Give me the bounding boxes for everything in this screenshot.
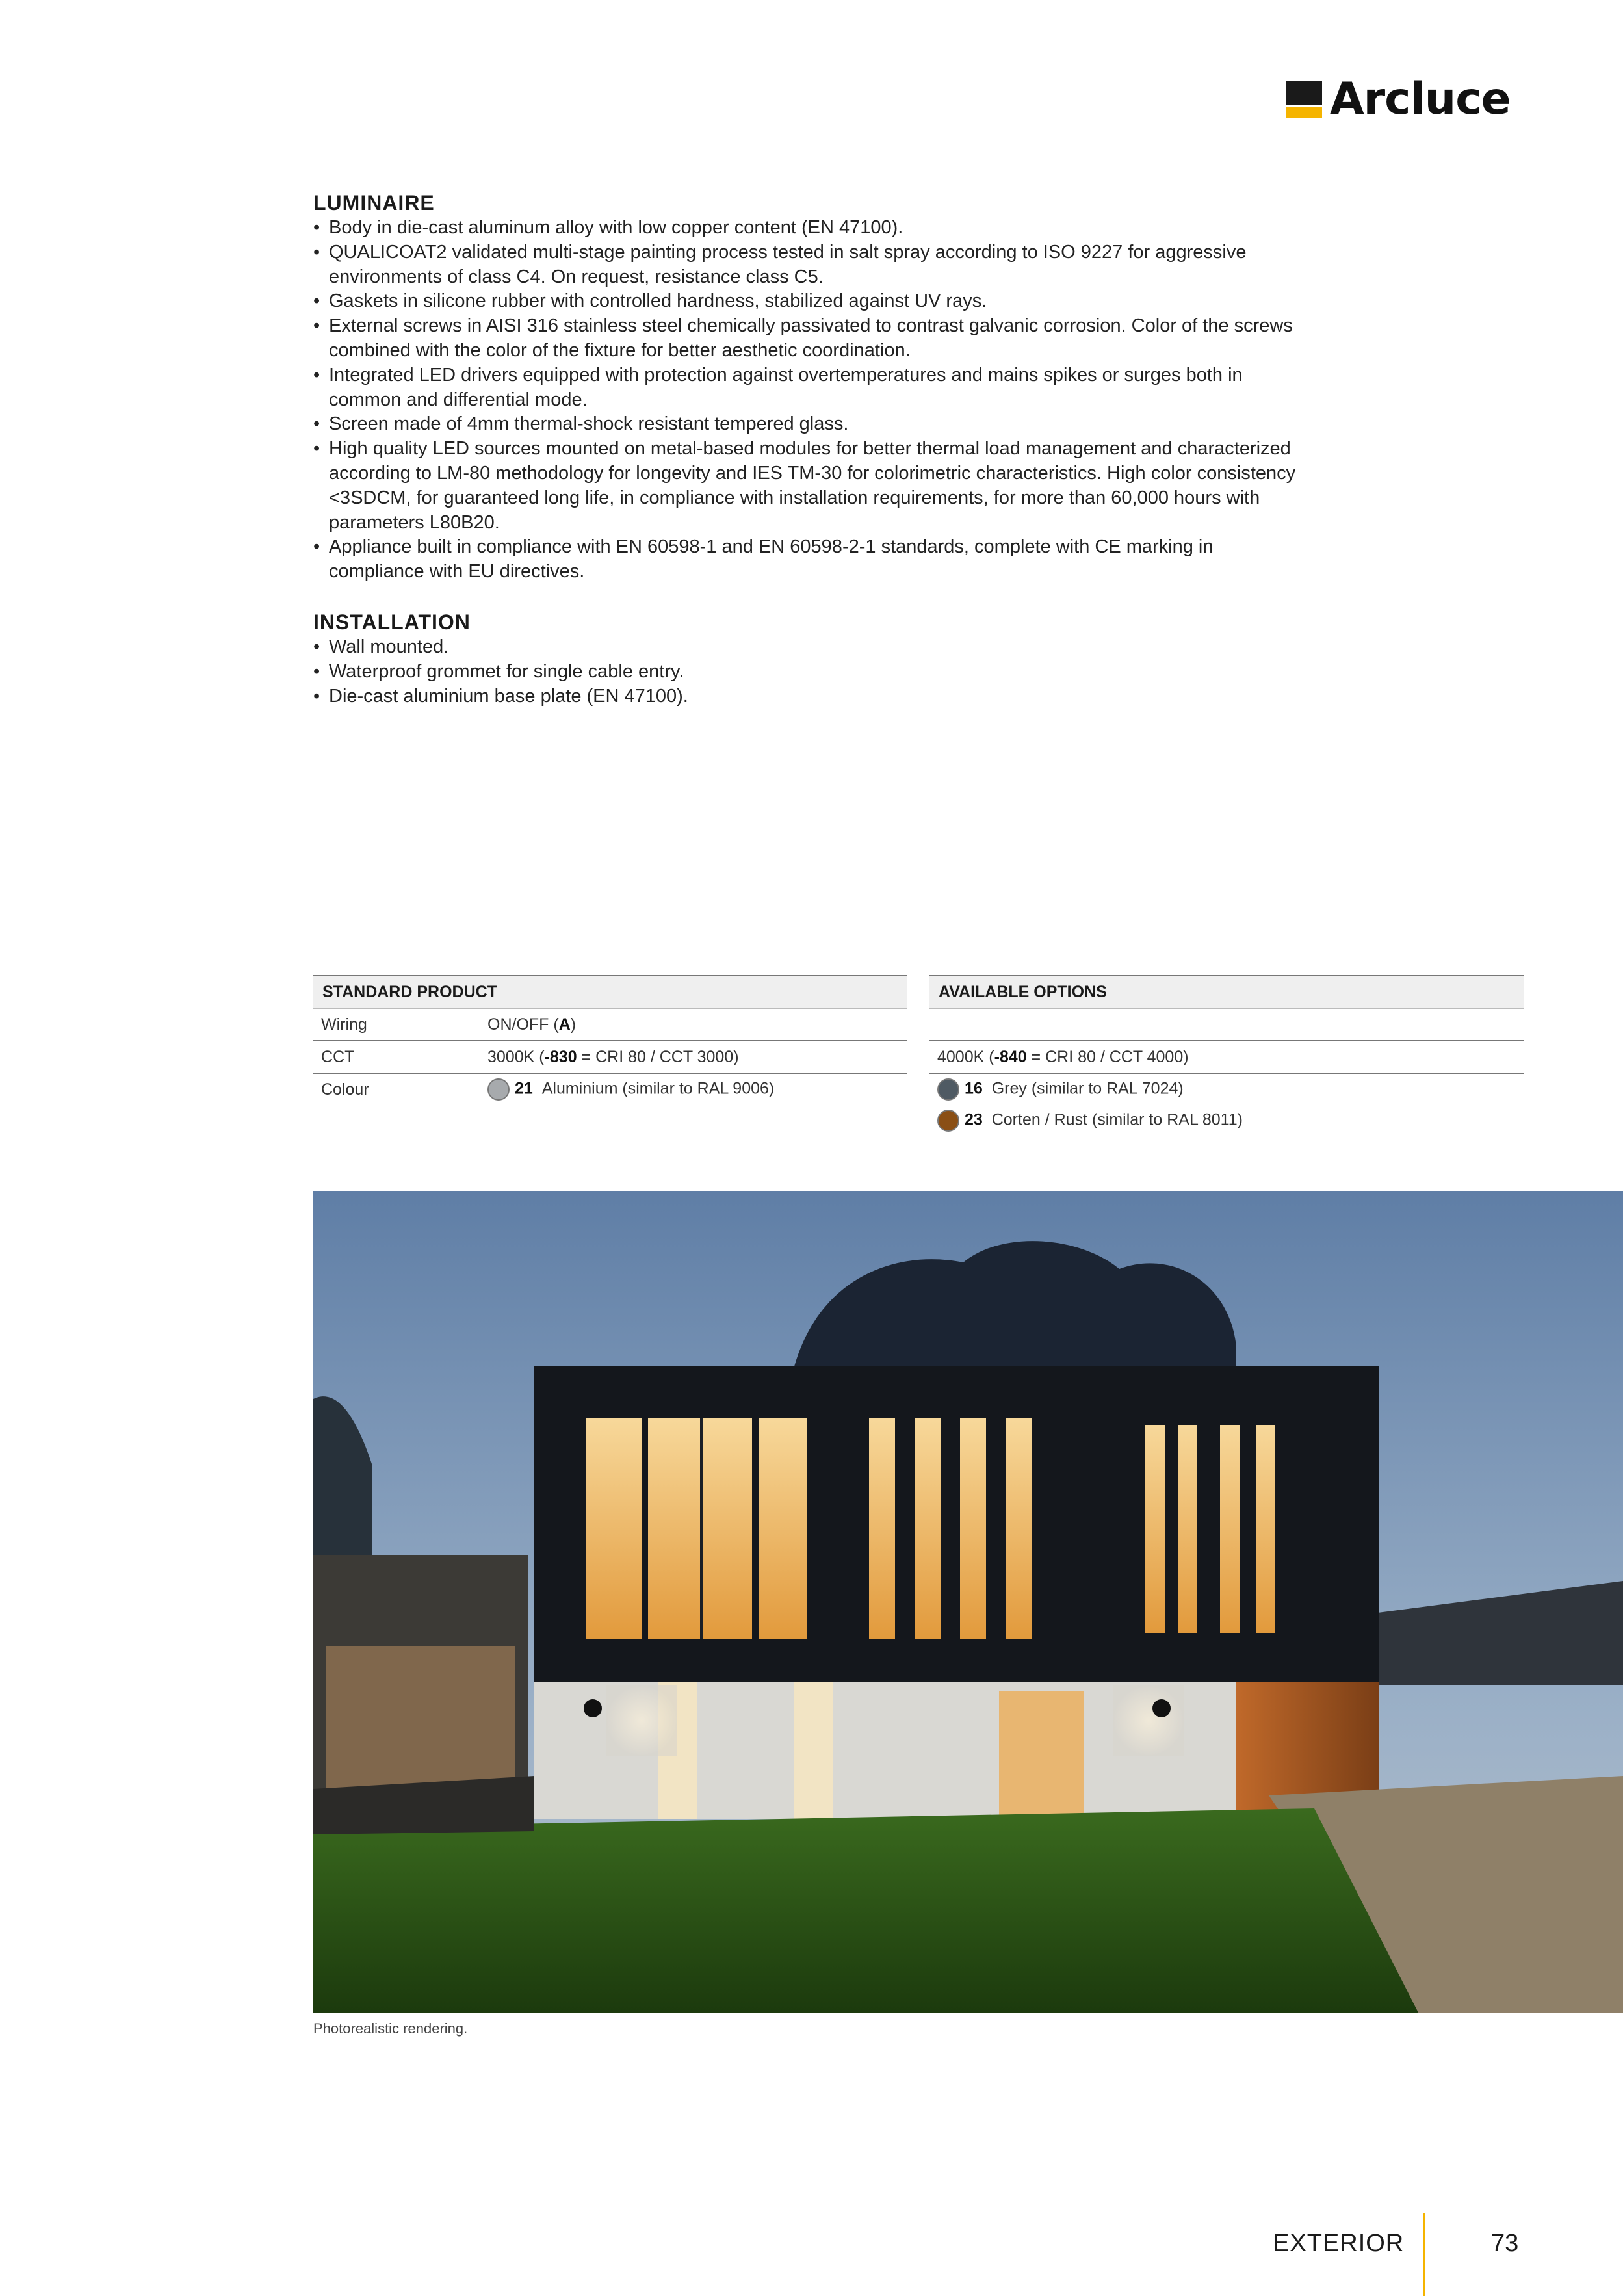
cct-value: 3000K (-830 = CRI 80 / CCT 3000): [487, 1047, 739, 1066]
colour-code: 16: [965, 1079, 983, 1098]
wiring-code: A: [558, 1015, 571, 1034]
table-row: [929, 1009, 1524, 1041]
list-item: • Screen made of 4mm thermal-shock resistant tempered glass.: [313, 412, 1301, 437]
table-row: [313, 1074, 907, 1105]
logo-icon: [1286, 81, 1322, 118]
colour-value: [487, 1078, 774, 1101]
house-photo: [313, 1191, 1623, 2013]
cct-option-code: -840: [994, 1047, 1027, 1066]
product-description: [313, 190, 1301, 709]
table-row: [313, 1009, 907, 1041]
cct-option-value: 4000K (-840 = CRI 80 / CCT 4000): [937, 1047, 1189, 1066]
colour-code: 21: [515, 1079, 533, 1098]
list-item: • External screws in AISI 316 stainless steel chemically passivated to contrast galvanic corrosion. Color of the screws combined with the color of the fixture for better aesthetic coordination.: [313, 314, 1301, 363]
list-item: • Integrated LED drivers equipped with protection against overtemperatures and mains spikes or surges both in common and differential mode.: [313, 363, 1301, 413]
luminaire-list: [313, 216, 1301, 584]
installation-list: [313, 635, 1301, 709]
available-options-table: [929, 975, 1524, 1136]
table-row: [929, 1105, 1524, 1136]
cct-label: CCT: [321, 1047, 355, 1066]
colour-name: Aluminium (similar to RAL 9006): [541, 1079, 775, 1098]
list-item: • Appliance built in compliance with EN 60598-1 and EN 60598-2-1 standards, complete with CE marking in compliance with EU directives.: [313, 535, 1301, 584]
logo-text: Arcluce: [1330, 73, 1511, 125]
colour-swatch: [937, 1078, 959, 1101]
list-item: • Wall mounted.: [313, 635, 1301, 660]
footer-divider: [1423, 2213, 1425, 2296]
colour-name: Corten / Rust (similar to RAL 8011): [991, 1110, 1243, 1129]
list-item: • Die-cast aluminium base plate (EN 47100).: [313, 685, 1301, 709]
colour-code: 23: [965, 1110, 983, 1129]
colour-swatch: [937, 1110, 959, 1132]
installation-title: INSTALLATION: [313, 610, 471, 634]
footer-section: EXTERIOR: [1273, 2230, 1405, 2257]
brand-logo: [1286, 73, 1511, 125]
photo-caption: Photorealistic rendering.: [313, 2020, 468, 2037]
list-item: • QUALICOAT2 validated multi-stage painting process tested in salt spray according to ISO 9227 for aggressive environments of class C4. On request, resistance class C5.: [313, 241, 1301, 290]
standard-product-header: STANDARD PRODUCT: [313, 975, 907, 1009]
colour-option-16: [929, 1078, 1184, 1101]
table-row: [313, 1041, 907, 1074]
list-item: • Body in die-cast aluminum alloy with low copper content (EN 47100).: [313, 216, 1301, 241]
list-item: • Gaskets in silicone rubber with controlled hardness, stabilized against UV rays.: [313, 289, 1301, 314]
wiring-label: Wiring: [321, 1015, 367, 1034]
page-number: 73: [1491, 2230, 1519, 2257]
available-options-header: AVAILABLE OPTIONS: [929, 975, 1524, 1009]
colour-name: Grey (similar to RAL 7024): [991, 1079, 1184, 1098]
standard-product-table: [313, 975, 907, 1105]
colour-swatch: [487, 1078, 510, 1101]
colour-option-23: [929, 1110, 1243, 1132]
cct-code: -830: [544, 1047, 577, 1066]
wiring-value: ON/OFF (A): [487, 1015, 577, 1034]
colour-label: Colour: [321, 1080, 369, 1099]
table-row: [929, 1041, 1524, 1074]
list-item: • Waterproof grommet for single cable entry.: [313, 660, 1301, 685]
luminaire-title: LUMINAIRE: [313, 191, 435, 215]
list-item: • High quality LED sources mounted on metal-based modules for better thermal load management and characterized according to LM-80 methodology for longevity and IES TM-30 for colorimetric characteristics. High color consistency <3SDCM, for guaranteed long life, in compliance with installation requirements, for more than 60,000 hours with parameters L80B20.: [313, 437, 1301, 535]
table-row: [929, 1074, 1524, 1105]
